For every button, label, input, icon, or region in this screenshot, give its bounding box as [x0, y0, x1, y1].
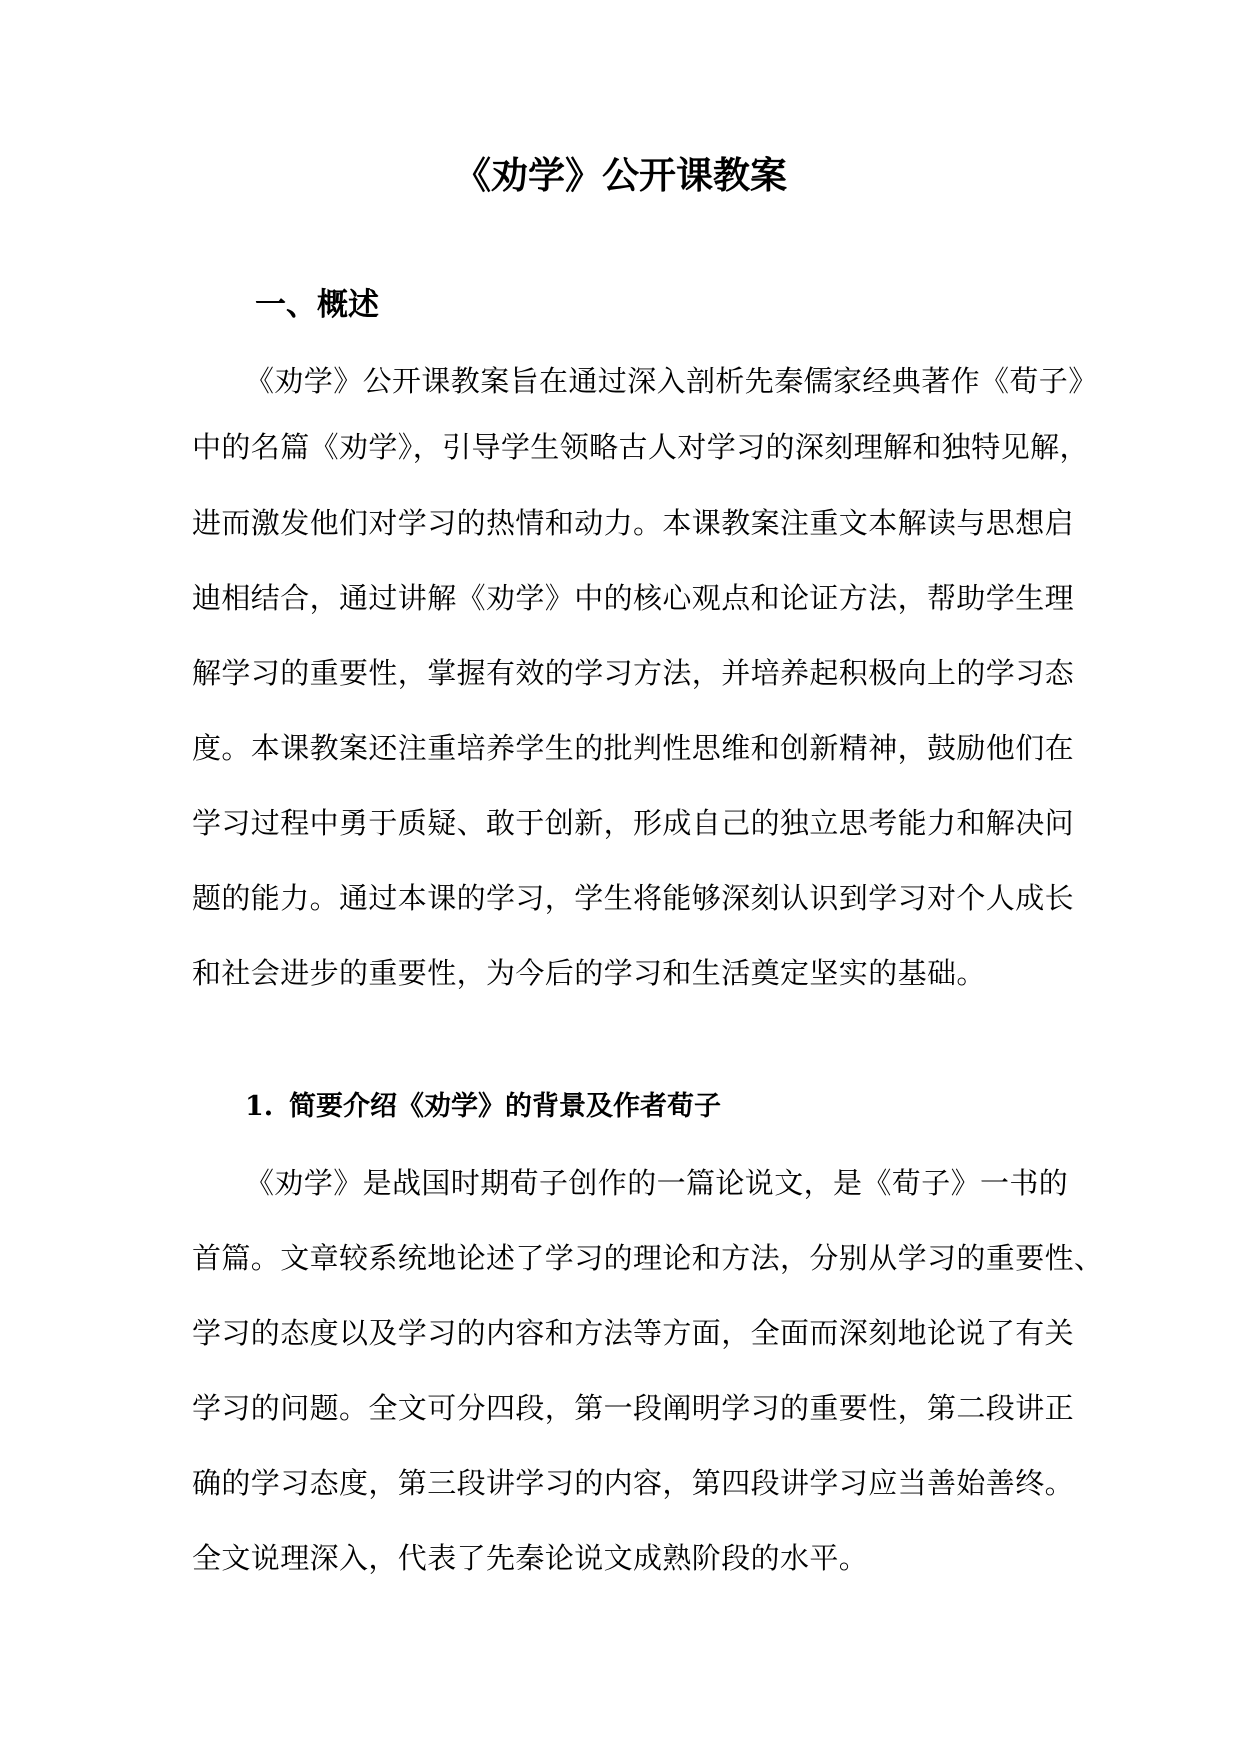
paragraph-line: 和社会进步的重要性，为今后的学习和生活奠定坚实的基础。	[192, 956, 986, 990]
paragraph-line: 学习过程中勇于质疑、敢于创新，形成自己的独立思考能力和解决问	[192, 806, 1075, 840]
paragraph-line: 迪相结合，通过讲解《劝学》中的核心观点和论证方法，帮助学生理	[192, 581, 1075, 615]
subsection-number: 1.	[245, 1091, 274, 1122]
paragraph-line: 全文说理深入，代表了先秦论说文成熟阶段的水平。	[192, 1541, 869, 1575]
subsection-title: 简要介绍《劝学》的背景及作者荀子	[289, 1091, 721, 1122]
paragraph-line: 学习的问题。全文可分四段，第一段阐明学习的重要性，第二段讲正	[192, 1391, 1075, 1425]
document-title: 《劝学》公开课教案	[454, 153, 787, 197]
paragraph-line: 解学习的重要性，掌握有效的学习方法，并培养起积极向上的学习态	[192, 656, 1075, 690]
paragraph-line: 确的学习态度，第三段讲学习的内容，第四段讲学习应当善始善终。	[192, 1466, 1075, 1500]
paragraph-line: 学习的态度以及学习的内容和方法等方面，全面而深刻地论说了有关	[192, 1316, 1075, 1350]
paragraph-line: 中的名篇《劝学》，引导学生领略古人对学习的深刻理解和独特见解，	[192, 430, 1089, 464]
paragraph-line: 首篇。文章较系统地论述了学习的理论和方法，分别从学习的重要性、	[192, 1241, 1104, 1275]
paragraph-line: 《劝学》公开课教案旨在通过深入剖析先秦儒家经典著作《荀子》	[245, 364, 1098, 398]
paragraph-line: 度。本课教案还注重培养学生的批判性思维和创新精神，鼓励他们在	[192, 731, 1075, 765]
paragraph-line: 题的能力。通过本课的学习，学生将能够深刻认识到学习对个人成长	[192, 881, 1075, 915]
subsection-heading	[245, 1087, 721, 1127]
paragraph-line: 《劝学》是战国时期荀子创作的一篇论说文，是《荀子》一书的	[245, 1166, 1069, 1200]
section-heading-overview: 一、概述	[255, 287, 379, 323]
paragraph-line: 进而激发他们对学习的热情和动力。本课教案注重文本解读与思想启	[192, 506, 1075, 540]
